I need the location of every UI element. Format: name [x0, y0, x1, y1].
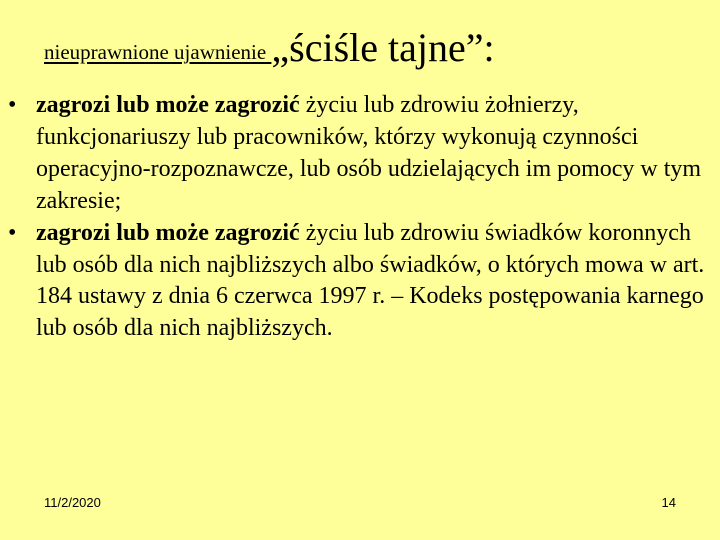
bullet-bold-text: zagrozi lub może zagrozić — [36, 92, 300, 118]
slide-title — [44, 22, 495, 69]
title-underlined-part: nieuprawnione ujawnienie — [44, 40, 272, 64]
page-number: 14 — [661, 495, 676, 510]
bullet-marker: • — [8, 92, 17, 118]
footer-date: 11/2/2020 — [44, 495, 101, 510]
title-quoted-part: „ściśle tajne”: — [271, 25, 495, 70]
bullet-text: życiu lub zdrowiu żołnierzy, funkcjonariuszy lub pracowników, którzy wykonują czynności operacyjno-rozpoznawcze, lub osób udzielających im pomocy w tym zakresie; — [36, 92, 702, 214]
bullet-bold-text: zagrozi lub może zagrozić — [36, 219, 300, 246]
bullet-list — [8, 90, 714, 345]
bullet-marker: • — [8, 219, 17, 246]
bullet-item — [8, 90, 714, 218]
bullet-item — [8, 218, 714, 346]
bullet-text: życiu lub zdrowiu świadków koronnych lub osób dla nich najbliższych albo świadków, o których mowa w art. 184 ustawy z dnia 6 czerwca 1997 r. – Kodeks postępowania karnego lub osób dla nich najbliższych. — [36, 219, 705, 342]
